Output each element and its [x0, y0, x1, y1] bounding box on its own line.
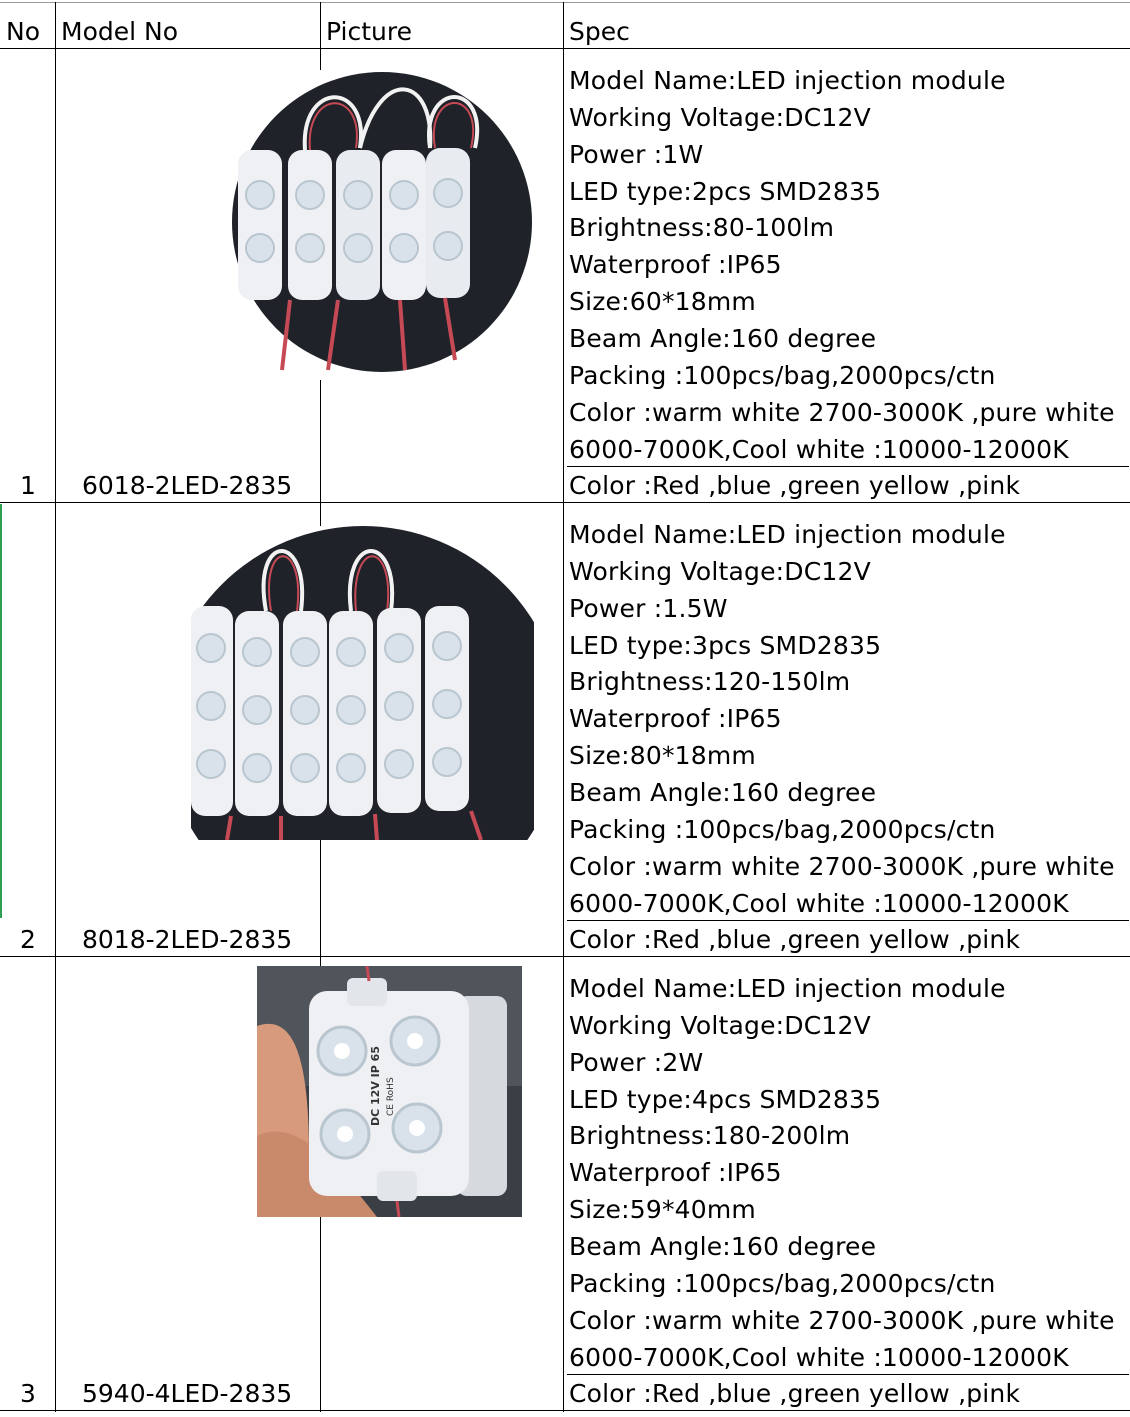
spec-line: Brightness:80-100lm: [569, 213, 835, 242]
spec-line: Working Voltage:DC12V: [569, 1011, 871, 1040]
spec-line: Beam Angle:160 degree: [569, 778, 877, 807]
spec-line: LED type:2pcs SMD2835: [569, 177, 882, 206]
spec-line: LED type:3pcs SMD2835: [569, 631, 882, 660]
spec-line: Packing :100pcs/bag,2000pcs/ctn: [569, 1269, 996, 1298]
spec-line: Color :warm white 2700-3000K ,pure white: [569, 1306, 1115, 1335]
module-marks-text: CE RoHS: [386, 1077, 396, 1116]
spec-line: Color :Red ,blue ,green yellow ,pink: [569, 925, 1021, 954]
spec-line: Beam Angle:160 degree: [569, 324, 877, 353]
spec-line: Power :1.5W: [569, 594, 728, 623]
model-number: 6018-2LED-2835: [82, 471, 293, 500]
spec-line: Brightness:180-200lm: [569, 1121, 851, 1150]
model-number: 8018-2LED-2835: [82, 925, 293, 954]
spec-line: Power :1W: [569, 140, 704, 169]
spec-line: Working Voltage:DC12V: [569, 103, 871, 132]
column-divider: [563, 2, 564, 1412]
header-spec: Spec: [569, 17, 630, 46]
header-no: No: [6, 17, 40, 46]
spec-line: Beam Angle:160 degree: [569, 1232, 877, 1261]
spec-line: 6000-7000K,Cool white :10000-12000K: [569, 1343, 1069, 1372]
led-module-4led-photo-icon: [257, 966, 522, 1217]
spec-line: Color :warm white 2700-3000K ,pure white: [569, 852, 1115, 881]
spec-line: Packing :100pcs/bag,2000pcs/ctn: [569, 361, 996, 390]
spec-line: Working Voltage:DC12V: [569, 557, 871, 586]
row-number: 3: [20, 1379, 36, 1408]
header-picture: Picture: [326, 17, 412, 46]
spec-line: 6000-7000K,Cool white :10000-12000K: [569, 889, 1069, 918]
model-number: 5940-4LED-2835: [82, 1379, 293, 1408]
spec-line: Color :warm white 2700-3000K ,pure white: [569, 398, 1115, 427]
led-module-3led-photo-icon: [191, 526, 534, 840]
header-model-no: Model No: [61, 17, 179, 46]
led-module-2led-photo-icon: [230, 70, 535, 380]
spec-line: Model Name:LED injection module: [569, 974, 1006, 1003]
spec-line: Power :2W: [569, 1048, 704, 1077]
row-number: 2: [20, 925, 36, 954]
spec-line: Waterproof :IP65: [569, 1158, 782, 1187]
spec-line: Model Name:LED injection module: [569, 66, 1006, 95]
module-print-text: DC 12V IP 65: [369, 1046, 382, 1126]
spec-line: LED type:4pcs SMD2835: [569, 1085, 882, 1114]
selection-mark: [0, 504, 2, 918]
spec-line: Size:59*40mm: [569, 1195, 756, 1224]
spec-line: Color :Red ,blue ,green yellow ,pink: [569, 471, 1021, 500]
spec-line: Model Name:LED injection module: [569, 520, 1006, 549]
row-divider: [0, 2, 1130, 3]
spec-line: Size:80*18mm: [569, 741, 756, 770]
spec-line: Size:60*18mm: [569, 287, 756, 316]
row-number: 1: [20, 471, 36, 500]
spec-line: Brightness:120-150lm: [569, 667, 851, 696]
spec-line: Packing :100pcs/bag,2000pcs/ctn: [569, 815, 996, 844]
spec-line: 6000-7000K,Cool white :10000-12000K: [569, 435, 1069, 464]
column-divider: [55, 2, 56, 1412]
spec-line: Waterproof :IP65: [569, 704, 782, 733]
spec-line: Color :Red ,blue ,green yellow ,pink: [569, 1379, 1021, 1408]
spec-line: Waterproof :IP65: [569, 250, 782, 279]
